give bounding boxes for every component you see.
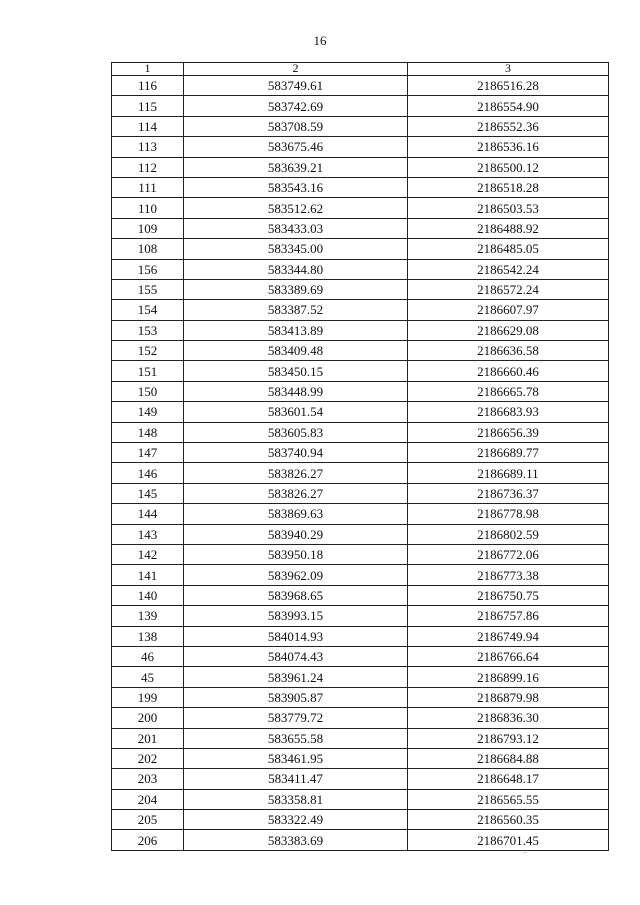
y-coordinate-cell: 2186485.05 (408, 239, 609, 259)
point-number-cell: 113 (112, 137, 184, 157)
x-coordinate-cell: 583708.59 (184, 116, 408, 136)
table-row (112, 402, 609, 422)
table-row (112, 198, 609, 218)
y-coordinate-cell: 2186560.35 (408, 810, 609, 830)
y-coordinate-cell: 2186636.58 (408, 341, 609, 361)
table-row (112, 300, 609, 320)
y-coordinate-cell: 2186503.53 (408, 198, 609, 218)
table-row (112, 320, 609, 340)
y-coordinate-cell: 2186778.98 (408, 504, 609, 524)
column-header-1: 1 (112, 63, 184, 76)
y-coordinate-cell: 2186802.59 (408, 524, 609, 544)
y-coordinate-cell: 2186772.06 (408, 544, 609, 564)
x-coordinate-cell: 583413.89 (184, 320, 408, 340)
y-coordinate-cell: 2186607.97 (408, 300, 609, 320)
table-row (112, 606, 609, 626)
table-row (112, 422, 609, 442)
table-row (112, 361, 609, 381)
y-coordinate-cell: 2186660.46 (408, 361, 609, 381)
x-coordinate-cell: 583601.54 (184, 402, 408, 422)
table-row (112, 137, 609, 157)
table-row (112, 239, 609, 259)
table-row (112, 626, 609, 646)
y-coordinate-cell: 2186536.16 (408, 137, 609, 157)
table-row (112, 116, 609, 136)
point-number-cell: 154 (112, 300, 184, 320)
table-row (112, 585, 609, 605)
point-number-cell: 146 (112, 463, 184, 483)
x-coordinate-cell: 583450.15 (184, 361, 408, 381)
y-coordinate-cell: 2186766.64 (408, 646, 609, 666)
table-row (112, 177, 609, 197)
point-number-cell: 199 (112, 687, 184, 707)
table-row (112, 96, 609, 116)
x-coordinate-cell: 583387.52 (184, 300, 408, 320)
point-number-cell: 200 (112, 708, 184, 728)
x-coordinate-cell: 583740.94 (184, 443, 408, 463)
point-number-cell: 202 (112, 748, 184, 768)
y-coordinate-cell: 2186500.12 (408, 157, 609, 177)
table-row (112, 483, 609, 503)
table-row (112, 810, 609, 830)
table-header (112, 63, 609, 76)
x-coordinate-cell: 583869.63 (184, 504, 408, 524)
point-number-cell: 116 (112, 76, 184, 96)
x-coordinate-cell: 583358.81 (184, 789, 408, 809)
x-coordinate-cell: 583383.69 (184, 830, 408, 850)
x-coordinate-cell: 583639.21 (184, 157, 408, 177)
x-coordinate-cell: 583389.69 (184, 279, 408, 299)
table-row (112, 687, 609, 707)
point-number-cell: 206 (112, 830, 184, 850)
x-coordinate-cell: 584014.93 (184, 626, 408, 646)
y-coordinate-cell: 2186836.30 (408, 708, 609, 728)
x-coordinate-cell: 583409.48 (184, 341, 408, 361)
y-coordinate-cell: 2186879.98 (408, 687, 609, 707)
x-coordinate-cell: 583961.24 (184, 667, 408, 687)
table-row (112, 728, 609, 748)
point-number-cell: 46 (112, 646, 184, 666)
point-number-cell: 151 (112, 361, 184, 381)
y-coordinate-cell: 2186572.24 (408, 279, 609, 299)
table-row (112, 463, 609, 483)
table-row (112, 789, 609, 809)
y-coordinate-cell: 2186656.39 (408, 422, 609, 442)
y-coordinate-cell: 2186683.93 (408, 402, 609, 422)
x-coordinate-cell: 583461.95 (184, 748, 408, 768)
y-coordinate-cell: 2186701.45 (408, 830, 609, 850)
y-coordinate-cell: 2186665.78 (408, 381, 609, 401)
y-coordinate-cell: 2186552.36 (408, 116, 609, 136)
y-coordinate-cell: 2186684.88 (408, 748, 609, 768)
point-number-cell: 155 (112, 279, 184, 299)
x-coordinate-cell: 583675.46 (184, 137, 408, 157)
x-coordinate-cell: 583968.65 (184, 585, 408, 605)
x-coordinate-cell: 583826.27 (184, 483, 408, 503)
table-row (112, 708, 609, 728)
x-coordinate-cell: 584074.43 (184, 646, 408, 666)
y-coordinate-cell: 2186750.75 (408, 585, 609, 605)
point-number-cell: 112 (112, 157, 184, 177)
coordinates-table (111, 62, 609, 851)
point-number-cell: 114 (112, 116, 184, 136)
point-number-cell: 205 (112, 810, 184, 830)
x-coordinate-cell: 583655.58 (184, 728, 408, 748)
y-coordinate-cell: 2186516.28 (408, 76, 609, 96)
point-number-cell: 139 (112, 606, 184, 626)
table-row (112, 218, 609, 238)
y-coordinate-cell: 2186629.08 (408, 320, 609, 340)
point-number-cell: 148 (112, 422, 184, 442)
point-number-cell: 147 (112, 443, 184, 463)
table-row (112, 748, 609, 768)
x-coordinate-cell: 583543.16 (184, 177, 408, 197)
x-coordinate-cell: 583345.00 (184, 239, 408, 259)
y-coordinate-cell: 2186749.94 (408, 626, 609, 646)
x-coordinate-cell: 583344.80 (184, 259, 408, 279)
table-row (112, 279, 609, 299)
y-coordinate-cell: 2186689.11 (408, 463, 609, 483)
y-coordinate-cell: 2186542.24 (408, 259, 609, 279)
x-coordinate-cell: 583940.29 (184, 524, 408, 544)
point-number-cell: 141 (112, 565, 184, 585)
x-coordinate-cell: 583322.49 (184, 810, 408, 830)
y-coordinate-cell: 2186689.77 (408, 443, 609, 463)
point-number-cell: 149 (112, 402, 184, 422)
x-coordinate-cell: 583962.09 (184, 565, 408, 585)
table-row (112, 544, 609, 564)
y-coordinate-cell: 2186648.17 (408, 769, 609, 789)
table-row (112, 769, 609, 789)
point-number-cell: 156 (112, 259, 184, 279)
x-coordinate-cell: 583411.47 (184, 769, 408, 789)
point-number-cell: 150 (112, 381, 184, 401)
table-row (112, 157, 609, 177)
y-coordinate-cell: 2186488.92 (408, 218, 609, 238)
point-number-cell: 142 (112, 544, 184, 564)
y-coordinate-cell: 2186793.12 (408, 728, 609, 748)
x-coordinate-cell: 583826.27 (184, 463, 408, 483)
table-row (112, 830, 609, 850)
y-coordinate-cell: 2186773.38 (408, 565, 609, 585)
x-coordinate-cell: 583950.18 (184, 544, 408, 564)
table-row (112, 381, 609, 401)
x-coordinate-cell: 583905.87 (184, 687, 408, 707)
table-body (112, 76, 609, 851)
point-number-cell: 108 (112, 239, 184, 259)
table-row (112, 565, 609, 585)
point-number-cell: 45 (112, 667, 184, 687)
point-number-cell: 204 (112, 789, 184, 809)
x-coordinate-cell: 583433.03 (184, 218, 408, 238)
x-coordinate-cell: 583779.72 (184, 708, 408, 728)
point-number-cell: 140 (112, 585, 184, 605)
point-number-cell: 138 (112, 626, 184, 646)
y-coordinate-cell: 2186899.16 (408, 667, 609, 687)
point-number-cell: 111 (112, 177, 184, 197)
y-coordinate-cell: 2186757.86 (408, 606, 609, 626)
table-row (112, 341, 609, 361)
table-row (112, 524, 609, 544)
table-row (112, 646, 609, 666)
point-number-cell: 143 (112, 524, 184, 544)
point-number-cell: 110 (112, 198, 184, 218)
table-row (112, 667, 609, 687)
x-coordinate-cell: 583742.69 (184, 96, 408, 116)
point-number-cell: 201 (112, 728, 184, 748)
point-number-cell: 153 (112, 320, 184, 340)
table-row (112, 443, 609, 463)
scan-speck (524, 852, 526, 853)
y-coordinate-cell: 2186554.90 (408, 96, 609, 116)
page-number: 16 (313, 33, 327, 48)
table-row (112, 259, 609, 279)
y-coordinate-cell: 2186736.37 (408, 483, 609, 503)
x-coordinate-cell: 583605.83 (184, 422, 408, 442)
table-row (112, 504, 609, 524)
column-header-3: 3 (408, 63, 609, 76)
x-coordinate-cell: 583993.15 (184, 606, 408, 626)
point-number-cell: 115 (112, 96, 184, 116)
header-row (112, 63, 609, 76)
y-coordinate-cell: 2186565.55 (408, 789, 609, 809)
table-row (112, 76, 609, 96)
x-coordinate-cell: 583512.62 (184, 198, 408, 218)
point-number-cell: 144 (112, 504, 184, 524)
y-coordinate-cell: 2186518.28 (408, 177, 609, 197)
x-coordinate-cell: 583448.99 (184, 381, 408, 401)
column-header-2: 2 (184, 63, 408, 76)
point-number-cell: 145 (112, 483, 184, 503)
point-number-cell: 203 (112, 769, 184, 789)
point-number-cell: 109 (112, 218, 184, 238)
x-coordinate-cell: 583749.61 (184, 76, 408, 96)
point-number-cell: 152 (112, 341, 184, 361)
